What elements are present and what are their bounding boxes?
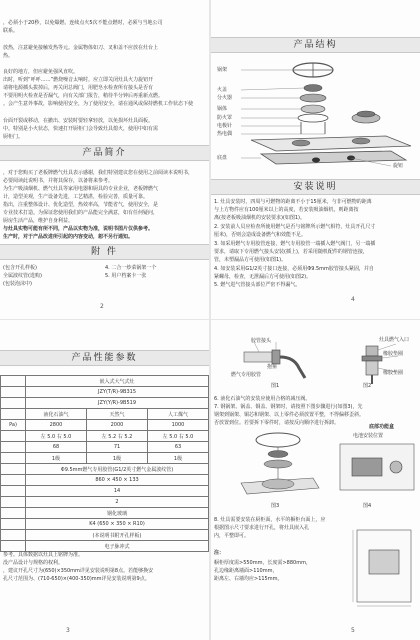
- safety-line: 联系。: [3, 28, 19, 34]
- page-number: 5: [351, 627, 355, 634]
- safety-line: ，必须小于20秒，以免爆燃。连续点火5次不能点燃时，必须与当地公司: [3, 20, 163, 26]
- attachment-item: 5. 用户档案卡一张: [105, 273, 147, 279]
- label-electrode: 电极针: [217, 123, 233, 129]
- section-title-specs: 产品性能参数: [71, 353, 138, 363]
- section-banner: [0, 244, 209, 260]
- figure-3-assembly-diagram: [233, 428, 323, 500]
- table-row: [1, 398, 209, 409]
- knob-shape: [312, 158, 320, 163]
- install-step: 根据图示尺寸要求进行开孔，将灶具嵌入孔: [214, 525, 310, 531]
- table-cell: [1, 398, 26, 409]
- page-number: 2: [100, 303, 104, 310]
- figure-4-bottom-box-diagram: [336, 432, 418, 502]
- install-line: 离(按老板吸油烟机的安装要求)(如图1)。: [214, 215, 305, 221]
- intro-line: 指出，注重整体设计、优化造型，热效率高，节能省气，使用安全，是: [3, 202, 159, 208]
- table-cell: [1, 475, 26, 486]
- install-step: 6. 液化石油气的安装应使用合格的减压阀。: [214, 396, 311, 402]
- table-row: [1, 453, 209, 464]
- table-cell: 电子脉冲式: [26, 541, 209, 552]
- table-cell: [1, 464, 26, 475]
- table-cell: JZY(Y/R)-9B519: [26, 398, 209, 409]
- install-line: 厘米)，否则会造成设备燃气和效能不足。: [214, 232, 306, 238]
- table-cell: [1, 409, 26, 420]
- table-cell: 14: [26, 486, 209, 497]
- attachment-item: 全属波纹管(选购): [3, 273, 42, 279]
- table-cell: [1, 508, 26, 519]
- table-cell: 嵌入式大气式灶: [26, 376, 209, 387]
- distributor-shape: [300, 94, 326, 102]
- safety-line: 出时，听到“呼呼……”燃烧噪音太响时，应立即关闭灶具火力旋钮开: [3, 77, 154, 83]
- table-cell: 68: [26, 442, 87, 453]
- table-cell: [1, 530, 26, 541]
- install-line: 5. 燃气进气管接头部位严密不得漏气。: [214, 282, 301, 288]
- intro-line: 计，造型美观，生产设备先进，工艺精湛，检验完善，质量可靠。: [3, 194, 149, 200]
- install-line: 与上方物件应有100厘米以上的高度，若安装吸油烟机，则距离按: [214, 207, 359, 213]
- table-cell: [1, 541, 26, 552]
- label-gas-hose: 燃气专用胶管: [231, 372, 262, 378]
- table-row: [1, 530, 209, 541]
- table-cell: K4 (650 × 350 × R10): [26, 519, 209, 530]
- intro-line: 厨房生活产品，维护自身利益。: [3, 218, 74, 224]
- spec-note: 孔尺寸范围为、(710-650)×(400-350)mm详见安装说明第9点。: [3, 576, 150, 582]
- notice-line: 生产时，对于产品改进所引起的内容变动，恕不另行通知。: [3, 234, 134, 240]
- safety-line: 中。特别是小火状态，快速打开厨柜门会导致灶具熄火，使用中如有需: [3, 126, 159, 132]
- section-title-intro: 产品简介: [82, 148, 127, 158]
- table-row: [1, 519, 209, 530]
- label-distributor: 分火器: [217, 95, 233, 101]
- table-row: [1, 376, 209, 387]
- table-cell: 2000: [87, 420, 148, 431]
- table-cell: 液化石油气: [26, 409, 87, 420]
- table-cell: 钢化玻璃: [26, 508, 209, 519]
- label-pot-rack: 锅架: [217, 67, 228, 73]
- table-cell: [1, 486, 26, 497]
- spec-table: [0, 375, 209, 552]
- figure-4-caption: 图4: [363, 503, 372, 509]
- manual-page-4: [211, 0, 420, 320]
- table-row: [1, 464, 209, 475]
- label-battery-box: 电池安装位置: [353, 433, 384, 439]
- attachment-item: (包装泡沫中): [3, 281, 32, 287]
- install-line: 4. 如安装采用G1/2英寸接口连接，必须用Φ9.5mm胶管接头紧固，并自: [214, 266, 374, 272]
- exploded-stove-diagram: [241, 58, 416, 170]
- table-cell: 左 5.2 右 5.2: [87, 431, 148, 442]
- section-banner: [0, 145, 209, 161]
- notes-title: 注：: [214, 550, 225, 556]
- cutout-diagram: [351, 520, 417, 612]
- intro-line: 为生产吸油烟机、燃气灶具等家用电器和厨具的专业企业，老板牌燃气: [3, 186, 159, 192]
- spec-note: 没产品设计与规格的权利。: [3, 560, 64, 566]
- install-step: 钢架到锅架、铜芯和钢架、以上零件必须放置平整，不得偏移歪斜。: [214, 412, 365, 418]
- intro-line: ，对于您购买了老板牌燃气灶具表示感谢，我们特别建议您在使用之前阅读本说明书，: [3, 170, 194, 176]
- section-banner: [211, 37, 420, 53]
- note-line: 橱柜厚度需>550mm，长度需>880mm，: [214, 560, 311, 566]
- install-line: 紧螺母，检查，无泄漏后方可使用(如图2)。: [214, 274, 312, 280]
- install-line: 1. 灶具安装时，四周与可燃物的距离不小于15厘米，与非可燃物的距离: [214, 199, 372, 205]
- table-row: [1, 497, 209, 508]
- install-step: 7. 钢锅架、锅盖、铜盖、钢架时，请按照下图步骤进行(如图3)，先: [214, 404, 363, 410]
- table-row: [1, 541, 209, 552]
- table-cell: [1, 376, 26, 387]
- safety-line: 热。: [3, 53, 14, 59]
- table-cell: 1级: [87, 453, 148, 464]
- table-row: [1, 475, 209, 486]
- label-hose-joint: 胶管接头: [251, 338, 272, 344]
- base-shape: [261, 151, 406, 164]
- manual-page-2: [0, 0, 209, 320]
- table-row: [1, 486, 209, 497]
- section-title-install: 安装说明: [293, 182, 338, 192]
- page-gutter: [209, 0, 211, 640]
- section-title-structure: 产品结构: [293, 40, 338, 50]
- label-burner-cap: 火盖: [217, 87, 228, 93]
- table-cell: Pa): [1, 420, 26, 431]
- figure-1-caption: 图1: [271, 383, 280, 389]
- notice-line: 与灶具实物可能有所不同，产品以实物为准，说明书图片仅供参考。: [3, 226, 154, 232]
- install-step: 否放置到位。若要拆下零件时，请按反向顺序进行拆卸。: [214, 420, 340, 426]
- table-cell: 63: [148, 442, 209, 453]
- page-number: 4: [351, 296, 355, 303]
- table-row: [1, 431, 209, 442]
- table-cell: [1, 387, 26, 398]
- attachment-item: 4. 二合一炒菜锅架一个: [105, 265, 157, 271]
- install-line: 3. 如采用燃气专用胶管连接，燃气专用胶管一端插入燃气阀门，另一端插: [214, 241, 376, 247]
- note-line: 孔边缘距离墙面>110mm，: [214, 568, 278, 574]
- manual-page-5: [211, 320, 420, 640]
- spec-note: ，建议开孔尺寸为(650)×350mm详见安装说明第8点。若能够换安: [3, 568, 154, 574]
- table-cell: [1, 497, 26, 508]
- safety-line: 。会产生意外事故，影响使用安全，为了使用安全，请在通风或保持燃机工作状态下使: [3, 101, 194, 107]
- table-cell: 1000: [148, 420, 209, 431]
- table-row: [1, 420, 209, 431]
- section-banner: [211, 179, 420, 195]
- label-rubber-gasket: 橡胶垫圈: [383, 351, 404, 357]
- install-line: 管，未塑漏品方可使用(如图1)。: [214, 257, 287, 263]
- safety-line: 请将电源插头拔掉后，再关闭总阀门，用肥皂水检查所有接头是否有: [3, 85, 154, 91]
- table-cell: 2800: [26, 420, 87, 431]
- table-cell: 71: [87, 442, 148, 453]
- label-thermocouple: 热电偶: [217, 131, 233, 137]
- table-cell: 860 × 450 × 133: [26, 475, 209, 486]
- install-step: 内，平整即可。: [214, 533, 250, 539]
- burner-body-shape: [301, 105, 325, 113]
- table-cell: [1, 431, 26, 442]
- label-rubber-gasket-2: 橡胶垫圈: [383, 370, 404, 376]
- figure-3-caption: 图3: [271, 503, 280, 509]
- table-cell: [1, 453, 26, 464]
- glass-panel-shape: [251, 136, 411, 151]
- label-base: 底盘: [217, 155, 228, 161]
- page-number: 3: [66, 627, 70, 634]
- table-cell: 1级: [26, 453, 87, 464]
- label-knob: 旋钮: [393, 163, 404, 169]
- attachment-item: (包含开孔样板): [3, 265, 37, 271]
- table-cell: [1, 519, 26, 530]
- section-banner: [0, 350, 209, 366]
- table-row: [1, 409, 209, 420]
- manual-page-3: [0, 320, 209, 640]
- safety-line: 厨柜门。: [3, 134, 24, 140]
- table-cell: 左 5.0 右 5.0: [148, 431, 209, 442]
- table-cell: Φ9.5mm燃气专用胶管(G1/2英寸燃气金属波纹管): [26, 464, 209, 475]
- note-line: 距离左、右墙均应>115mm。: [214, 576, 283, 582]
- table-cell: 1级: [148, 453, 209, 464]
- table-row: [1, 508, 209, 519]
- intro-line: 必要阅读此说明书，并将其保存，以备将来参考。: [3, 178, 114, 184]
- safety-line: 放热，注意避免接触发热等元。金属物体如刀、叉和盖不应放在灶台上: [3, 45, 159, 51]
- spec-note: 参考。具体数据以灶具上铭牌为准。: [3, 552, 84, 558]
- intro-line: 专业技术打造。为保证您使用我们的产品能完全满意，如有任何疑问，: [3, 210, 159, 216]
- install-line: 2. 安装前人员应检查所使用燃气是否与铭牌所示燃气相符，灶具开孔尺寸: [214, 224, 376, 230]
- table-cell: JZY(T/R)-9B315: [26, 387, 209, 398]
- table-cell: (本说明书附开孔样板): [26, 530, 209, 541]
- pot-rack-shape: [293, 63, 333, 77]
- install-step: 8. 灶具需要安装在厨柜面，水平的橱柜台面上，应: [214, 517, 326, 523]
- label-stove-gas-inlet: 灶具燃气入口: [379, 337, 410, 343]
- flame-guard-shape: [298, 114, 328, 122]
- table-cell: 人工煤气: [148, 409, 209, 420]
- page-divider: [0, 319, 420, 320]
- table-row: [1, 442, 209, 453]
- table-cell: 2: [26, 497, 209, 508]
- safety-line: 不要用明火检查是否漏气，向有关部门报告，稍待半分钟后再重新点燃。: [3, 93, 164, 99]
- figure-2-caption: 图2: [363, 383, 372, 389]
- label-flame-guard: 防火罩: [217, 115, 233, 121]
- figure-2-connection-diagram: [336, 342, 416, 384]
- install-line: 要求，请取下专用燃气接头安装(插上)，若采用随机配件的钢管连接，: [214, 249, 368, 255]
- table-cell: 左 5.0 右 5.0: [26, 431, 87, 442]
- burner-cap-shape: [304, 85, 322, 92]
- safety-line: 台面开裂或移动，在撤出、安装时要轻拿轻放，以免损坏灶具面板。: [3, 118, 154, 124]
- table-cell: 天然气: [87, 409, 148, 420]
- table-cell: [1, 442, 26, 453]
- label-body: 锅体: [217, 106, 228, 112]
- table-row: [1, 387, 209, 398]
- section-title-attachments: 附 件: [91, 247, 118, 257]
- safety-line: 良好的地方，但应避免强风直吹。: [3, 69, 79, 75]
- label-bottom-box: 底部功能盒: [369, 424, 395, 430]
- label-clamp: 抱箍: [267, 364, 278, 370]
